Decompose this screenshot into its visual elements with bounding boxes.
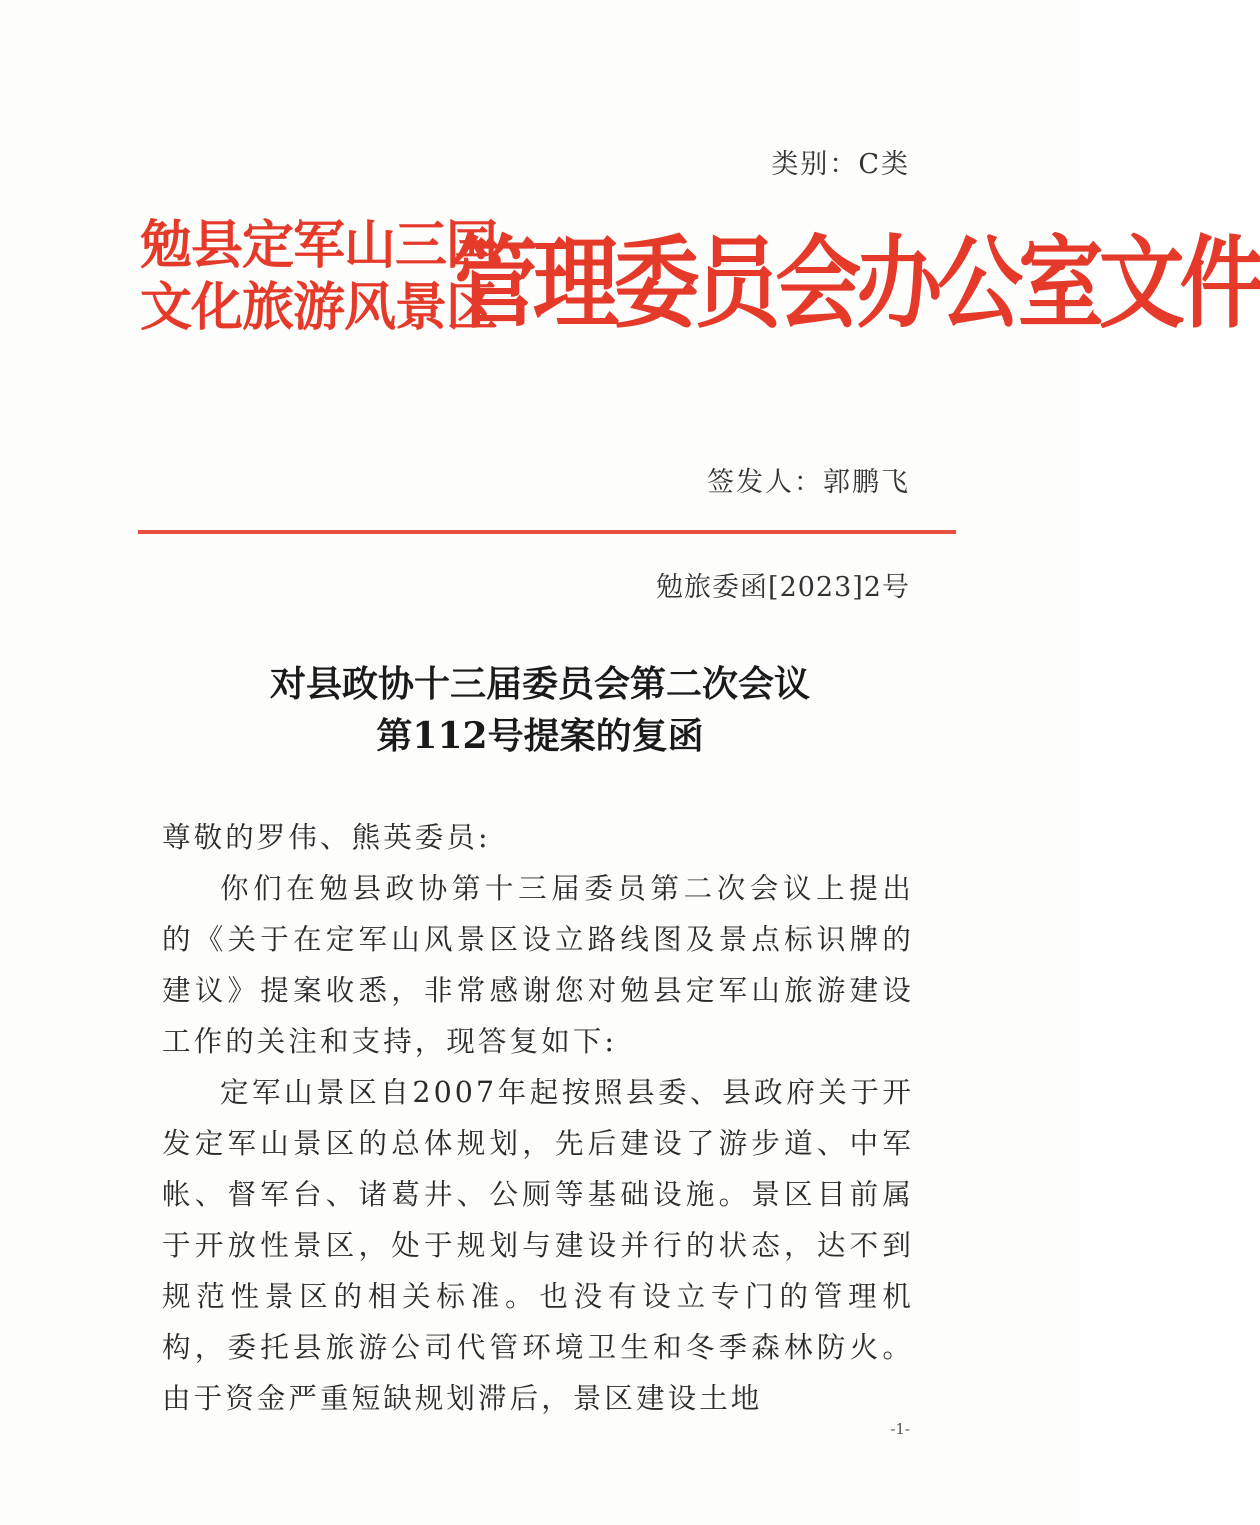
title-line2: 第112号提案的复函 [376, 715, 704, 757]
salutation: 尊敬的罗伟、熊英委员: [162, 821, 491, 854]
document-title [140, 658, 940, 762]
header-divider [138, 530, 956, 534]
header-issuer-line1: 勉县定军山三国 [140, 215, 498, 276]
document-header [140, 215, 1260, 350]
category-label: 类别：C类 [771, 149, 910, 180]
body-paragraph-1: 你们在勉县政协第十三届委员第二次会议上提出的《关于在定军山风景区设立路线图及景点标识牌的建议》提案收悉，非常感谢您对勉县定军山旅游建设工作的关注和支持，现答复如下: [162, 872, 914, 1058]
body-paragraph-2: 定军山景区自2007年起按照县委、县政府关于开发定军山景区的总体规划，先后建设了游步道、中军帐、督军台、诸葛井、公厕等基础设施。景区目前属于开放性景区，处于规划与建设并行的状态，达不到规范性景区的相关标准。也没有设立专门的管理机构，委托县旅游公司代管环境卫生和冬季森林防火。由于资金严重短缺规划滞后，景区建设土地 [162, 1076, 914, 1415]
header-issuer-line2: 文化旅游风景区 [140, 277, 498, 338]
document-number: 勉旅委函[2023]2号 [656, 572, 910, 603]
header-document-type: 管理委员会办公室文件 [452, 224, 1260, 342]
document-body [162, 812, 914, 1424]
signer-label: 签发人：郭鹏飞 [707, 467, 910, 498]
page-number: -1- [890, 1420, 910, 1438]
title-line1: 对县政协十三届委员会第二次会议 [269, 663, 810, 705]
header-issuer-block [140, 215, 498, 339]
